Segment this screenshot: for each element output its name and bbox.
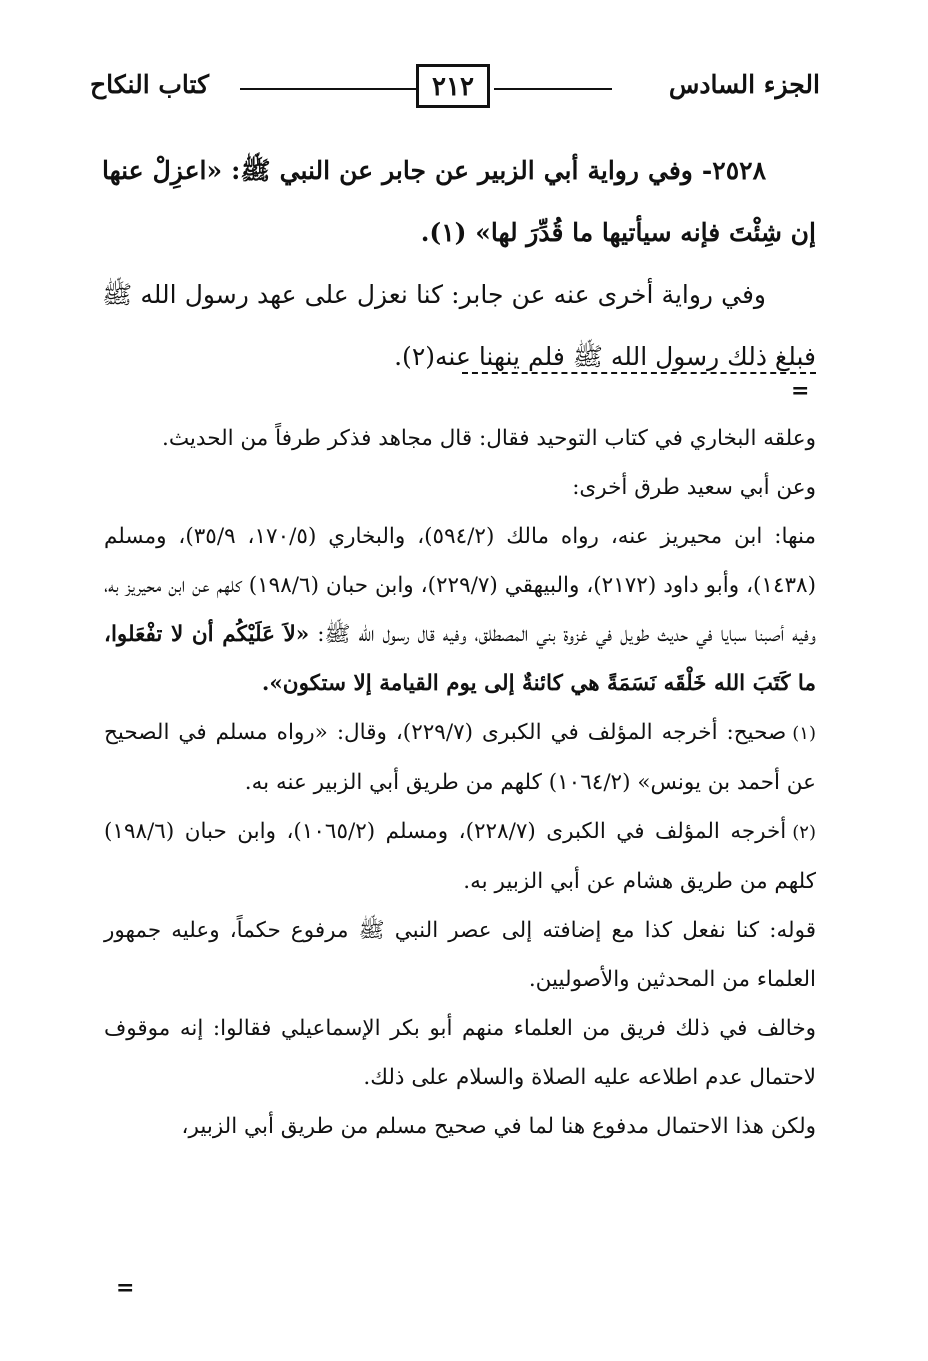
book-title: كتاب النكاح [90,70,209,99]
volume-label: الجزء السادس [668,70,820,99]
continuation-mark: = [116,1275,135,1301]
footnote-2 [104,807,816,906]
hadith-quote: «لاَ عَلَيْكُم أن لا تفْعَلوا، ما كَتَبَ الله خَلْقَه نَسَمَةً هي كائنةٌ إلى يوم القيامة إلا ستكون». [104,622,816,696]
footnote-number: (٢) [792,822,816,843]
note-paragraph: قوله: كنا نفعل كذا مع إضافته إلى عصر النبي ﷺ مرفوع حكماً، وعليه جمهور العلماء من المحدثين والأصوليين. [104,918,816,992]
other-narration: وفي رواية أخرى عنه عن جابر: كنا نعزل على عهد رسول الله ﷺ فبلغ ذلك رسول الله ﷺ فلم ينهنا عنه(٢). [102,280,816,371]
note-paragraph: وعلقه البخاري في كتاب التوحيد فقال: قال مجاهد فذكر طرفاً من الحديث. [161,426,816,451]
main-text [102,140,816,388]
footnote-text: صحيح: أخرجه المؤلف في الكبرى (٢٢٩/٧)، وقال: «رواه مسلم في الصحيح عن أحمد بن يونس» (١٠٦٤/٢) كلهم من طريق أبي الزبير عنه به. [104,720,816,795]
footnote-separator [462,372,816,374]
header-rule [240,88,416,90]
footnote-1 [104,708,816,807]
footnote-number: (١) [792,723,816,744]
footnote-text: أخرجه المؤلف في الكبرى (٢٢٨/٧)، ومسلم (١٠٦٥/٢)، وابن حبان (١٩٨/٦) كلهم من طريق هشام عن أبي الزبير به. [104,819,816,894]
note-paragraph: وعن أبي سعيد طرق أخرى: [572,475,816,500]
header-rule [494,88,612,90]
notes-section [104,414,816,1151]
note-text: منها: ابن محيريز عنه، رواه مالك (٥٩٤/٢)، والبخاري (١٧٠/٥، ٣٥/٩)، ومسلم (١٤٣٨)، وأبو داود (٢١٧٢)، والبيهقي (٢٢٩/٧)، وابن حبان (١٩٨/٦) كلهم عن ابن محيريز به، وفيه أصبنا سبايا في حديث طويل في غزوة بني المصطلق، وفيه قال رسول الله ﷺ: [104,524,817,647]
note-paragraph: ولكن هذا الاحتمال مدفوع هنا لما في صحيح مسلم من طريق أبي الزبير، [181,1114,816,1139]
hadith-2528: ٢٥٢٨- وفي رواية أبي الزبير عن جابر عن النبي ﷺ: «اعزِلْ عنها إن شِئْتَ فإنه سيأتيها ما قُدِّرَ لها» (١). [102,156,816,247]
note-paragraph [104,512,816,708]
page-header [90,62,820,118]
page-number: ٢١٢ [416,64,490,108]
continuation-mark: = [791,378,810,404]
note-paragraph: وخالف في ذلك فريق من العلماء منهم أبو بكر الإسماعيلي فقالوا: إنه موقوف لاحتمال عدم اطلاعه عليه الصلاة والسلام على ذلك. [104,1016,816,1090]
